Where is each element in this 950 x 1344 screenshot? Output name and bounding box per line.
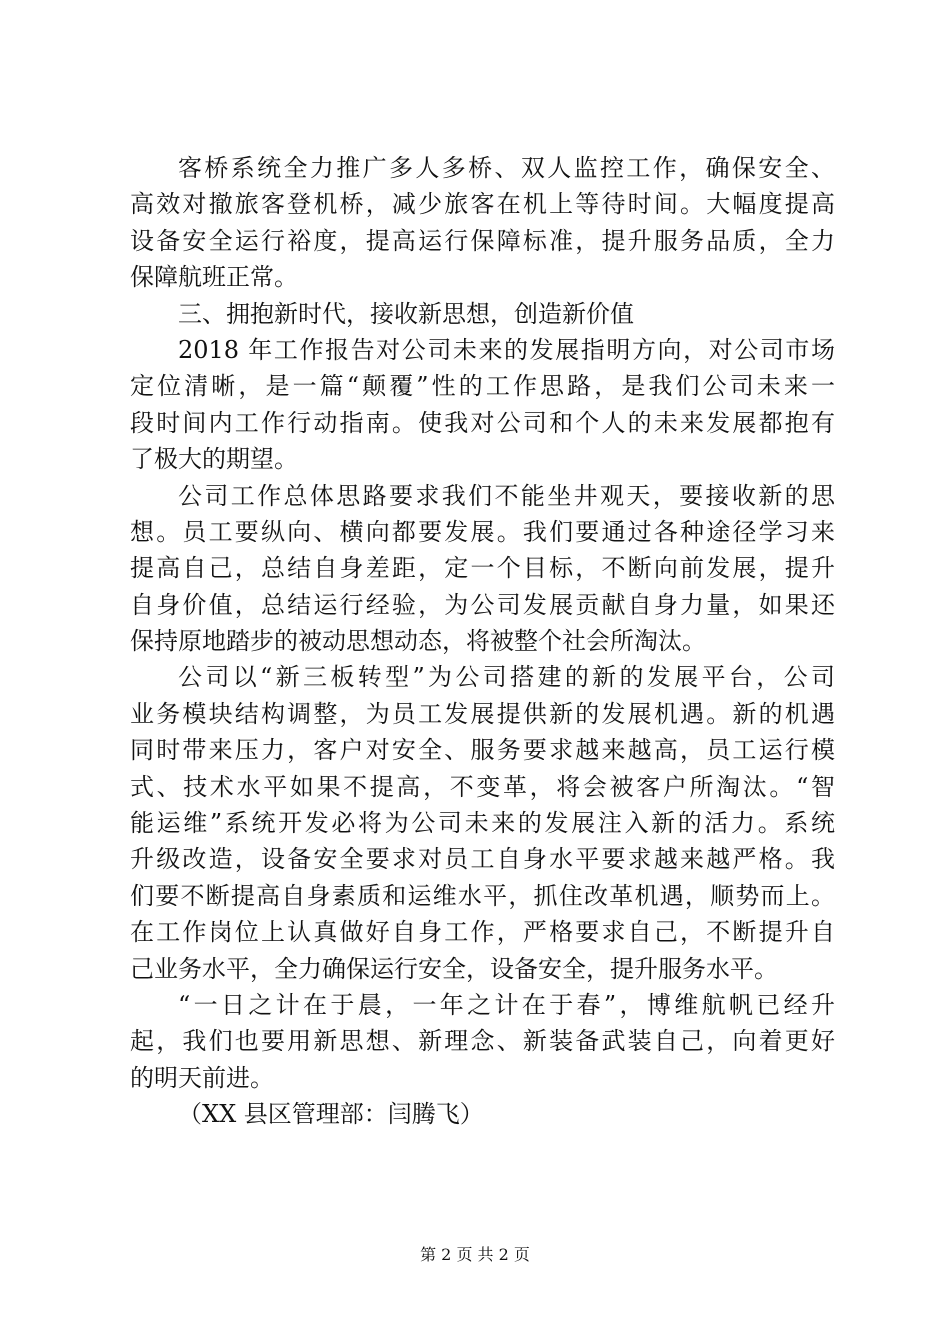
page-number-footer: 第 2 页 共 2 页 [420, 1245, 530, 1264]
text-line: 段时间内工作行动指南。使我对公司和个人的未来发展都抱有 [130, 408, 835, 437]
text-line: “一日之计在于晨，一年之计在于春”，博维航帆已经升 [178, 990, 835, 1019]
text-line: 了极大的期望。 [130, 445, 298, 474]
text-line: 提高自己，总结自身差距，定一个目标，不断向前发展，提升 [130, 554, 835, 583]
text-line: 公司工作总体思路要求我们不能坐井观天，要接收新的思 [178, 481, 835, 510]
paragraph-3 [130, 478, 835, 660]
paragraph-5 [130, 987, 835, 1096]
heading-line: 三、拥抱新时代，接收新思想，创造新价值 [178, 299, 634, 328]
text-line: 升级改造，设备安全要求对员工自身水平要求越来越严格。我 [130, 845, 835, 874]
text-line: 自身价值，总结运行经验，为公司发展贡献自身力量，如果还 [130, 590, 835, 619]
author-signature [130, 1096, 835, 1132]
text-line: 保持原地踏步的被动思想动态，将被整个社会所淘汰。 [130, 627, 706, 656]
text-line: 式、技术水平如果不提高，不变革，将会被客户所淘汰。“智 [130, 772, 835, 801]
text-line: 保障航班正常。 [130, 263, 298, 292]
text-line: 同时带来压力，客户对安全、服务要求越来越高，员工运行模 [130, 736, 835, 765]
text-line: 客桥系统全力推广多人多桥、双人监控工作，确保安全、 [178, 154, 835, 182]
paragraph-2 [130, 332, 835, 478]
text-line: 2018 年工作报告对公司未来的发展指明方向，对公司市场 [178, 335, 835, 364]
section-heading [130, 296, 835, 332]
text-line: 在工作岗位上认真做好自身工作，严格要求自己，不断提升自 [130, 918, 835, 947]
text-line: 定位清晰，是一篇“颠覆”性的工作思路，是我们公司未来一 [130, 372, 835, 401]
text-line: 能运维”系统开发必将为公司未来的发展注入新的活力。系统 [130, 809, 835, 838]
text-line: 起，我们也要用新思想、新理念、新装备武装自己，向着更好 [130, 1027, 835, 1056]
text-line: 的明天前进。 [130, 1063, 274, 1092]
document-body [130, 150, 835, 1133]
signature-line: （XX 县区管理部：闫腾飞） [178, 1100, 484, 1129]
text-line: 业务模块结构调整，为员工发展提供新的发展机遇。新的机遇 [130, 699, 835, 728]
text-line: 高效对撤旅客登机桥，减少旅客在机上等待时间。大幅度提高 [130, 190, 835, 219]
text-line: 想。员工要纵向、横向都要发展。我们要通过各种途径学习来 [130, 517, 835, 546]
text-line: 己业务水平，全力确保运行安全，设备安全，提升服务水平。 [130, 954, 778, 983]
text-line: 们要不断提高自身素质和运维水平，抓住改革机遇，顺势而上。 [130, 881, 835, 910]
paragraph-4 [130, 659, 835, 987]
text-line: 设备安全运行裕度，提高运行保障标准，提升服务品质，全力 [130, 226, 835, 255]
text-line: 公司以“新三板转型”为公司搭建的新的发展平台，公司 [178, 663, 835, 692]
paragraph-1 [130, 150, 835, 296]
